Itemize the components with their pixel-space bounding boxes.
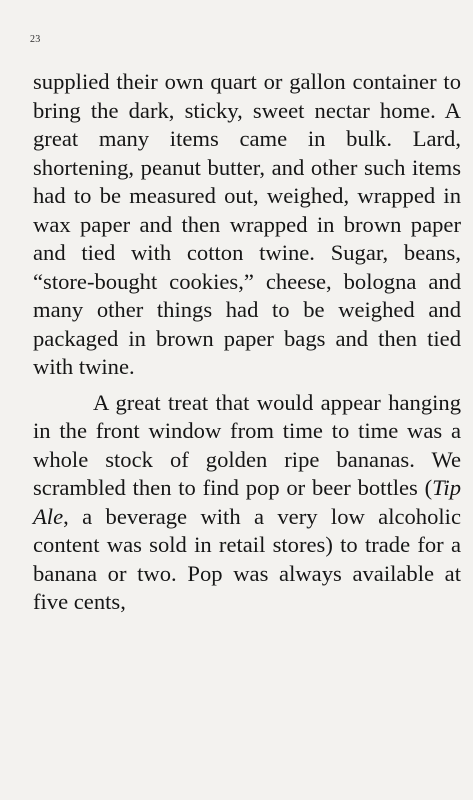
beverage-name-italic: Tip Ale [33,475,461,529]
paragraph-1: supplied their own quart or gallon container to bring the dark, sticky, sweet nectar home. A great many items came in bulk. Lard, shortening, peanut butter, and other such items had to be measured out, weighed, wrapped in wax paper and then wrapped in brown paper and tied with cotton twine. Sugar, beans, “store-bought cookies,” cheese, bologna and many other things had to be weighed and packaged in brown paper bags and then tied with twine. [33,69,461,379]
paragraph-2-before-italic: A great treat that would appear hanging in the front window from time to time was a whole stock of golden ripe bananas. We scrambled then to find pop or beer bottles ( [33,389,461,500]
paragraph-2 [33,389,461,617]
paragraph-2-after-italic: , a beverage with a very low alcoholic content was sold in retail stores) to trade for a banana or two. Pop was always available at five cents, [33,503,461,614]
page-number: 23 [30,34,41,45]
body-text [33,68,461,617]
